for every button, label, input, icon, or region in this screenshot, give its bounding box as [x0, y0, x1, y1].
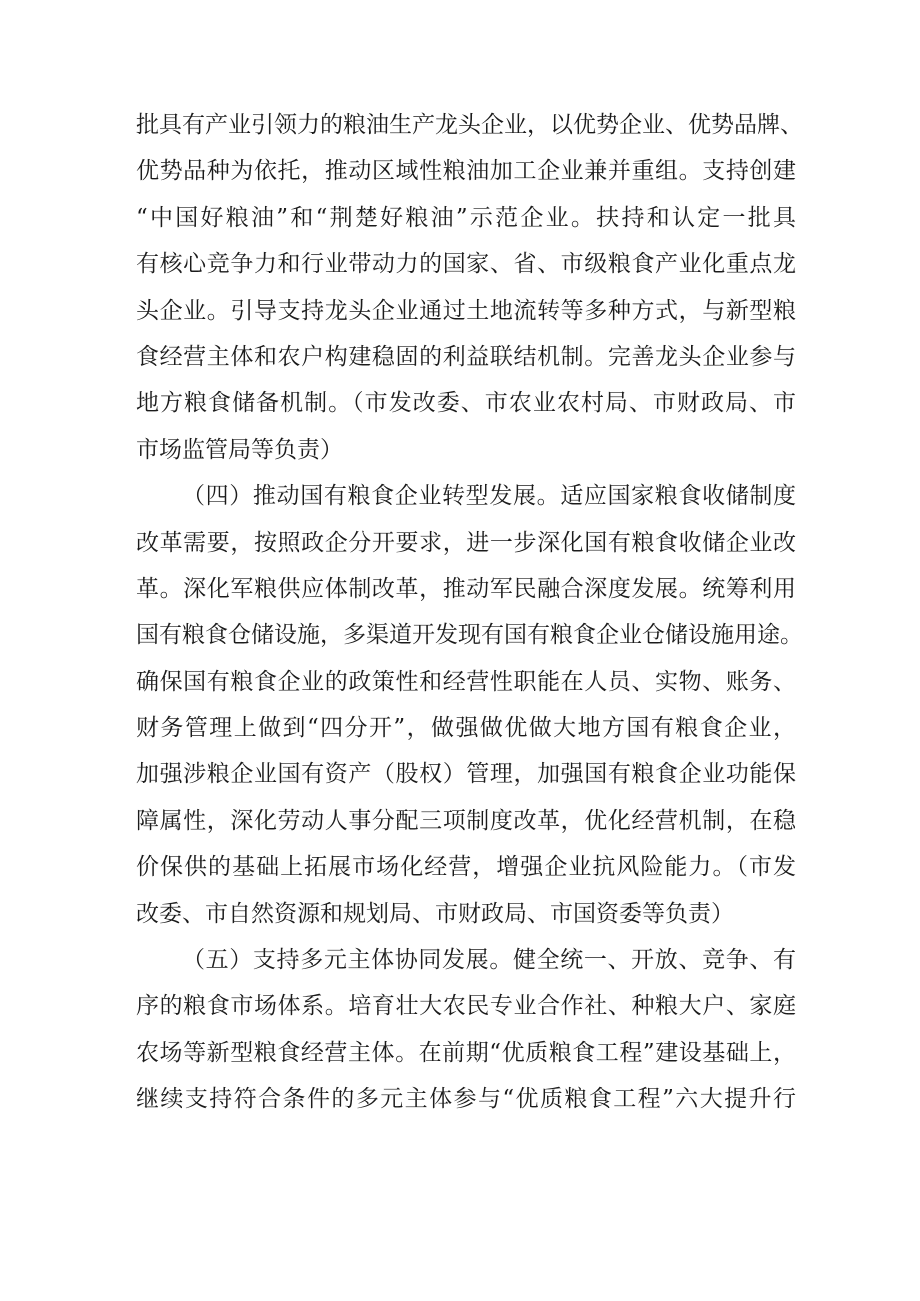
text-line: 继续支持符合条件的多元主体参与“优质粮食工程”六大提升行 [136, 1086, 796, 1113]
section-heading-line: （五）支持多元主体协同发展。健全统一、开放、竞争、有 [182, 947, 796, 974]
text-line: 农场等新型粮食经营主体。在前期“优质粮食工程”建设基础上， [136, 1039, 796, 1066]
document-body [136, 102, 803, 1123]
text-line: 序的粮食市场体系。培育壮大农民专业合作社、种粮大户、家庭 [136, 993, 796, 1020]
section-heading-line: （四）推动国有粮食企业转型发展。适应国家粮食收储制度 [182, 483, 796, 510]
text-line: 有核心竞争力和行业带动力的国家、省、市级粮食产业化重点龙 [136, 251, 796, 278]
text-line: 国有粮食仓储设施，多渠道开发现有国有粮食企业仓储设施用途。 [136, 622, 803, 649]
text-line: 价保供的基础上拓展市场化经营，增强企业抗风险能力。（市发 [136, 854, 796, 881]
text-line: 改委、市自然资源和规划局、市财政局、市国资委等负责） [136, 900, 734, 927]
text-line: 加强涉粮企业国有资产（股权）管理，加强国有粮食企业功能保 [136, 761, 796, 788]
text-line: 确保国有粮食企业的政策性和经营性职能在人员、实物、账务、 [136, 668, 796, 695]
text-line: “中国好粮油”和“荆楚好粮油”示范企业。扶持和认定一批具 [136, 204, 796, 231]
text-line: 革。深化军粮供应体制改革，推动军民融合深度发展。统筹利用 [136, 575, 796, 602]
text-line: 头企业。引导支持龙头企业通过土地流转等多种方式，与新型粮 [136, 297, 796, 324]
text-line: 地方粮食储备机制。（市发改委、市农业农村局、市财政局、市 [136, 390, 796, 417]
text-line: 优势品种为依托，推动区域性粮油加工企业兼并重组。支持创建 [136, 158, 796, 185]
text-line: 市场监管局等负责） [136, 436, 343, 463]
text-line: 障属性，深化劳动人事分配三项制度改革，优化经营机制，在稳 [136, 807, 796, 834]
text-line: 改革需要，按照政企分开要求，进一步深化国有粮食收储企业改 [136, 529, 796, 556]
text-line: 财务管理上做到“四分开”，做强做优做大地方国有粮食企业， [136, 715, 796, 742]
text-line: 批具有产业引领力的粮油生产龙头企业，以优势企业、优势品牌、 [136, 112, 803, 138]
text-line: 食经营主体和农户构建稳固的利益联结机制。完善龙头企业参与 [136, 343, 796, 370]
